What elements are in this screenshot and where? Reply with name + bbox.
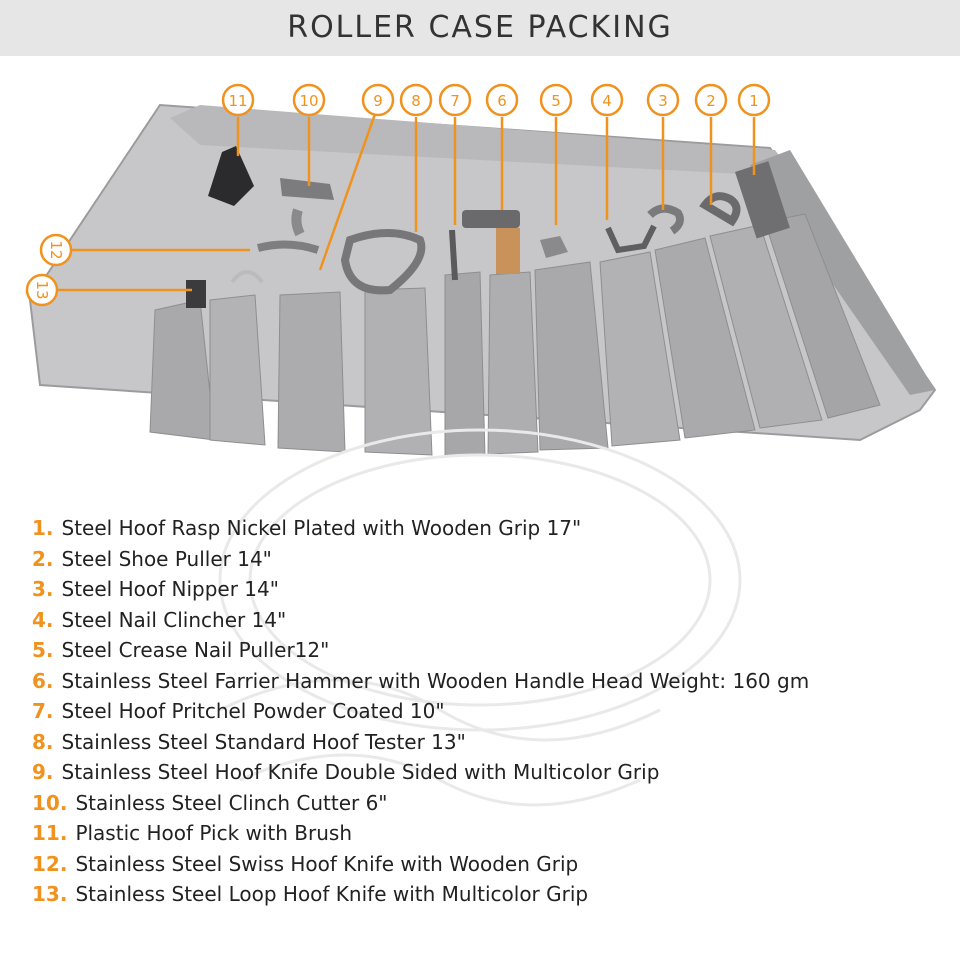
- item-number: 13.: [32, 882, 68, 906]
- list-item: [32, 696, 809, 727]
- item-text: Steel Hoof Rasp Nickel Plated with Wooden Grip 17": [61, 516, 582, 540]
- callout-4: 4: [602, 92, 612, 110]
- item-text: Steel Crease Nail Puller12": [61, 638, 330, 662]
- item-number: 3.: [32, 577, 54, 601]
- item-text: Steel Nail Clincher 14": [61, 607, 287, 632]
- callout-8: 8: [411, 92, 421, 110]
- list-item: [32, 849, 809, 880]
- callout-2: 2: [706, 92, 716, 110]
- tool-list: [32, 513, 809, 910]
- item-text: Stainless Steel Swiss Hoof Knife with Wooden Grip: [75, 851, 579, 876]
- item-number: 5.: [32, 638, 54, 662]
- callout-10: 10: [299, 92, 319, 110]
- list-item: [32, 544, 809, 575]
- list-item: [32, 605, 809, 636]
- list-item: [32, 574, 809, 605]
- item-text: Stainless Steel Standard Hoof Tester 13": [61, 729, 466, 754]
- callout-5: 5: [551, 92, 561, 110]
- item-number: 9.: [32, 760, 54, 784]
- item-number: 12.: [32, 851, 68, 876]
- item-number: 8.: [32, 729, 54, 754]
- callout-11: 11: [228, 92, 248, 110]
- item-text: Steel Shoe Puller 14": [61, 546, 272, 571]
- callout-7: 7: [450, 92, 460, 110]
- item-text: Steel Hoof Pritchel Powder Coated 10": [61, 699, 445, 723]
- page-title: ROLLER CASE PACKING: [287, 10, 673, 45]
- callout-9: 9: [373, 92, 383, 110]
- list-item: [32, 788, 809, 819]
- list-item: [32, 879, 809, 910]
- callout-1: 1: [749, 92, 759, 110]
- list-item: [32, 727, 809, 758]
- list-item: [32, 818, 809, 849]
- item-text: Stainless Steel Farrier Hammer with Wooden Handle Head Weight: 160 gm: [61, 668, 810, 693]
- list-item: [32, 757, 809, 788]
- item-text: Plastic Hoof Pick with Brush: [75, 821, 353, 845]
- item-number: 7.: [32, 699, 54, 723]
- item-number: 10.: [32, 790, 68, 815]
- item-text: Stainless Steel Loop Hoof Knife with Multicolor Grip: [75, 882, 589, 906]
- item-number: 4.: [32, 607, 54, 632]
- callout-6: 6: [497, 92, 507, 110]
- list-item: [32, 513, 809, 544]
- item-number: 1.: [32, 516, 54, 540]
- item-number: 11.: [32, 821, 68, 845]
- item-number: 6.: [32, 668, 54, 693]
- callout-3: 3: [658, 92, 668, 110]
- callout-12: 12: [47, 240, 65, 260]
- item-number: 2.: [32, 546, 54, 571]
- item-text: Steel Hoof Nipper 14": [61, 577, 279, 601]
- list-item: [32, 635, 809, 666]
- list-item: [32, 666, 809, 697]
- item-text: Stainless Steel Hoof Knife Double Sided with Multicolor Grip: [61, 760, 660, 784]
- roller-case-photo: [0, 56, 960, 496]
- item-text: Stainless Steel Clinch Cutter 6": [75, 790, 388, 815]
- callout-13: 13: [33, 280, 51, 300]
